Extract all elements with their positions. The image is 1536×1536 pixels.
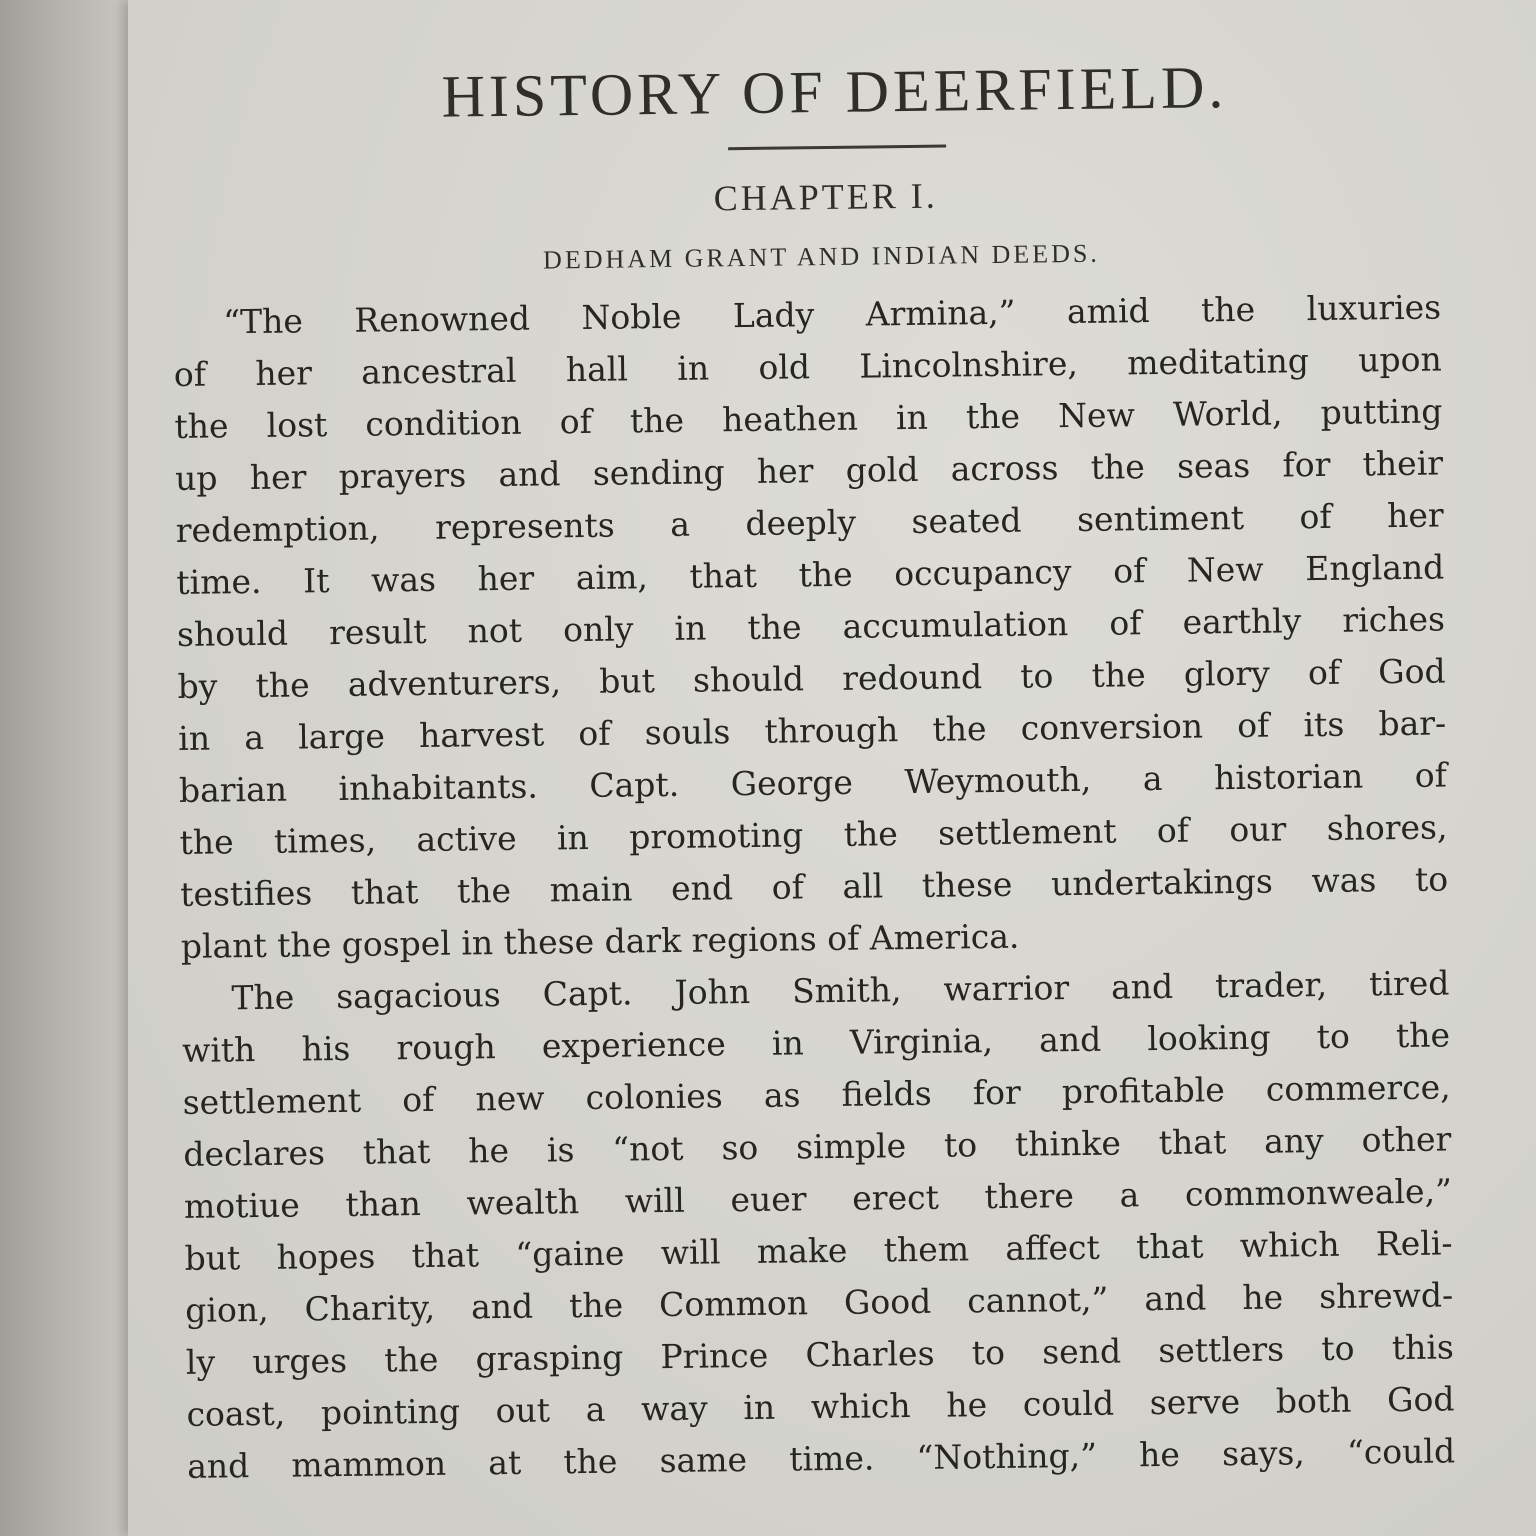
text-line: by the adventurers, but should redound to the glory of God — [177, 651, 1446, 706]
text-line: the lost condition of the heathen in the New World, putting — [174, 391, 1443, 446]
text-line: motiue than wealth will euer erect there a commonweale,” — [183, 1171, 1453, 1226]
text-line: declares that he is “not so simple to thinke that any other — [183, 1119, 1452, 1174]
text-line: redemption, represents a deeply seated sentiment of her — [175, 495, 1444, 550]
text-line: coast, pointing out a way in which he could serve both God — [186, 1379, 1455, 1434]
body-text — [173, 281, 1456, 1492]
text-line: time. It was her aim, that the occupancy of New England — [176, 547, 1445, 602]
text-line: The sagacious Capt. John Smith, warrior and trader, tired — [231, 963, 1450, 1018]
book-page — [128, 0, 1536, 1536]
text-line: in a large harvest of souls through the conversion of its bar- — [178, 703, 1447, 758]
title-rule — [728, 145, 946, 151]
paragraph-2 — [181, 957, 1455, 1492]
text-line: barian inhabitants. Capt. George Weymouth, a historian of — [178, 755, 1448, 810]
text-line: of her ancestral hall in old Lincolnshire, meditating upon — [173, 339, 1442, 394]
text-line: gion, Charity, and the Common Good cannot,” and he shrewd- — [185, 1275, 1454, 1330]
text-line: should result not only in the accumulation of earthly riches — [176, 599, 1446, 654]
text-line: with his rough experience in Virginia, and looking to the — [181, 1015, 1451, 1070]
chapter-heading: CHAPTER I. — [713, 175, 938, 219]
paragraph-1 — [173, 281, 1449, 972]
page-content — [170, 45, 1455, 1493]
facing-page-edge — [0, 0, 132, 1536]
text-line: ly urges the grasping Prince Charles to send settlers to this — [185, 1327, 1455, 1382]
text-line: the times, active in promoting the settlement of our shores, — [179, 807, 1448, 862]
text-line: testifies that the main end of all these undertakings was to — [179, 859, 1449, 914]
text-line: but hopes that “gaine will make them affect that which Reli- — [184, 1223, 1453, 1278]
text-line: plant the gospel in these dark regions of America. — [180, 916, 1020, 966]
book-title: HISTORY OF DEERFIELD. — [441, 54, 1228, 130]
text-line: “The Renowned Noble Lady Armina,” amid the luxuries — [222, 287, 1442, 342]
chapter-title: DEDHAM GRANT AND INDIAN DEEDS. — [542, 238, 1100, 275]
text-line: up her prayers and sending her gold across the seas for their — [174, 443, 1444, 498]
text-line: settlement of new colonies as fields for profitable commerce, — [182, 1067, 1451, 1122]
text-line: and mammon at the same time. “Nothing,” he says, “could — [186, 1431, 1456, 1486]
